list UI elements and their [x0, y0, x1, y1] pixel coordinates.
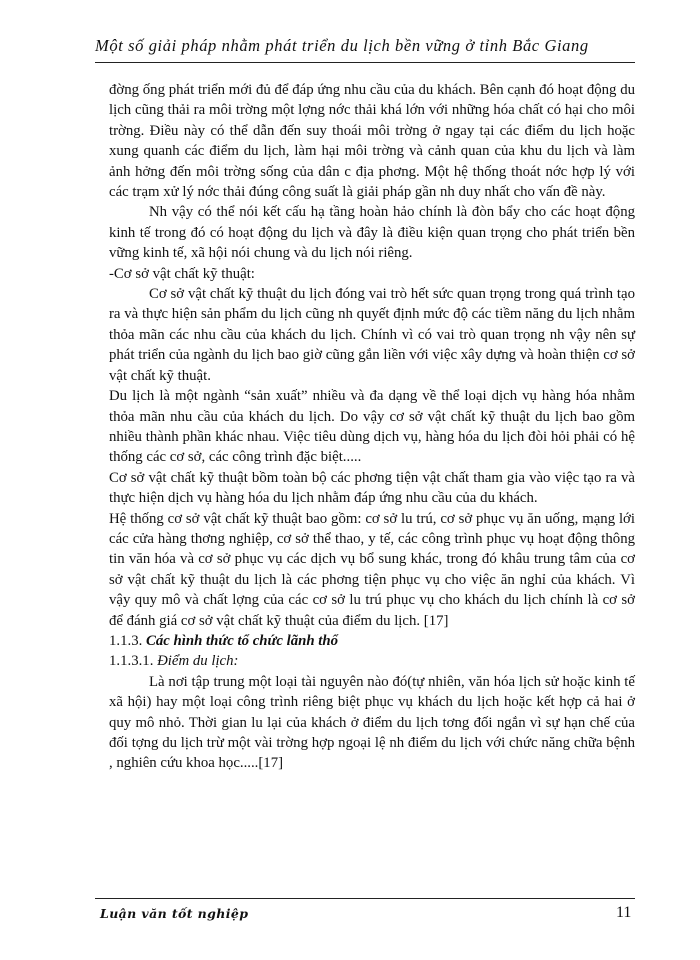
header-divider [95, 62, 635, 63]
paragraph-continuation: đờng ống phát triển mới đủ để đáp ứng nhu cầu của du khách. Bên cạnh đó hoạt động du lịch cũng thải ra môi trờng một lợng nớc thải khá lớn với những hóa chất có hại cho môi trờng. Điều này có thể dẫn đến suy thoái môi trờng ở ngay tại các điểm du lịch hoặc xung quanh các điểm du lịch, làm hại môi trờng và cảnh quan của khu du lịch và làm ảnh hởng đến môi trờng sống của dân c địa phơng. Một hệ thống thoát nớc hợp lý với các trạm xử lý nớc thải đúng công suất là giải pháp gần nh duy nhất cho vấn đề này. [109, 82, 635, 201]
subsection-number: 1.1.3.1. [109, 653, 154, 670]
section-heading-1-1-3-1 [109, 651, 635, 671]
page-header-title: Một số giải pháp nhằm phát triển du lịch bền vững ở tỉnh Bắc Giang [95, 36, 589, 55]
page-number: 11 [616, 904, 632, 921]
document-body [109, 80, 635, 774]
paragraph-infrastructure-conclusion: Nh vậy có thể nói kết cấu hạ tầng hoàn hảo chính là đòn bẩy cho các hoạt động kinh tế trong đó có hoạt động du lịch và đây là điều kiện quan trọng cho phát triển bền vững kinh tế, xã hội nói chung và du lịch nói riêng. [109, 204, 635, 262]
section-number: 1.1.3. [109, 632, 143, 649]
paragraph-facilities-role: Cơ sở vật chất kỹ thuật du lịch đóng vai trò hết sức quan trọng trong quá trình tạo ra và thực hiện sản phẩm du lịch cũng nh quyết định mức độ các tiềm năng du lịch nhằm thỏa mãn các nhu cầu của khách du lịch. Chính vì có vai trò quan trọng nh vậy nên sự phát triển của ngành du lịch bao giờ cũng gắn liền với việc xây dựng và hoàn thiện cơ sở vật chất kỹ thuật. [109, 286, 635, 384]
paragraph-facilities-definition: Cơ sở vật chất kỹ thuật bồm toàn bộ các phơng tiện vật chất tham gia vào việc tạo ra và thực hiện dịch vụ hàng hóa du lịch nhằm đáp ứng nhu cầu của du khách. [109, 469, 635, 507]
footer-divider [95, 898, 635, 899]
paragraph-facilities-system: Hệ thống cơ sở vật chất kỹ thuật bao gồm: cơ sở lu trú, cơ sở phục vụ ăn uống, mạng lới các cửa hàng thơng nghiệp, cơ sở thể thao, y tế, các công trình phục vụ hoạt động thông tin văn hóa và cơ sở phục vụ các dịch vụ bổ sung khác, trong đó khâu trung tâm của cơ sở vật chất kỹ thuật du lịch là các phơng tiện phục vụ cho việc ăn nghỉ của khách. Vì vậy quy mô và chất lợng của các cơ sở lu trú phục vụ cho khách du lịch chính là cơ sở để đánh giá cơ sở vật chất kỹ thuật của điểm du lịch. [17] [109, 510, 635, 629]
section-title: Các hình thức tổ chức lãnh thổ [146, 632, 339, 649]
subsection-title: Điểm du lịch: [157, 653, 239, 670]
section-heading-1-1-3 [109, 631, 635, 651]
paragraph-tourist-spot-definition: Là nơi tập trung một loại tài nguyên nào đó(tự nhiên, văn hóa lịch sử hoặc kinh tế xã hội) hay một loại công trình riêng biệt phục vụ khách du lịch hoặc kết hợp cả hai ở quy mô nhỏ. Thời gian lu lại của khách ở điểm du lịch tơng đối ngắn vì sự hạn chế của đối tợng du lịch trừ một vài trờng hợp ngoại lệ nh điểm du lịch với chức năng chữa bệnh , nghiên cứu khoa học.....[17] [109, 673, 635, 772]
paragraph-tourism-production: Du lịch là một ngành “sản xuất” nhiều và đa dạng về thể loại dịch vụ hàng hóa nhằm thỏa mãn nhu cầu của khách du lịch. Do vậy cơ sở vật chất kỹ thuật du lịch bao gồm nhiều thành phần khác nhau. Việc tiêu dùng dịch vụ, hàng hóa du lịch đòi hỏi phải có hệ thống các cơ sở, các công trình đặc biệt..... [109, 388, 635, 466]
footer-thesis-label: Luận văn tốt nghiệp [100, 906, 249, 921]
list-label-facilities: -Cơ sở vật chất kỹ thuật: [109, 265, 255, 282]
